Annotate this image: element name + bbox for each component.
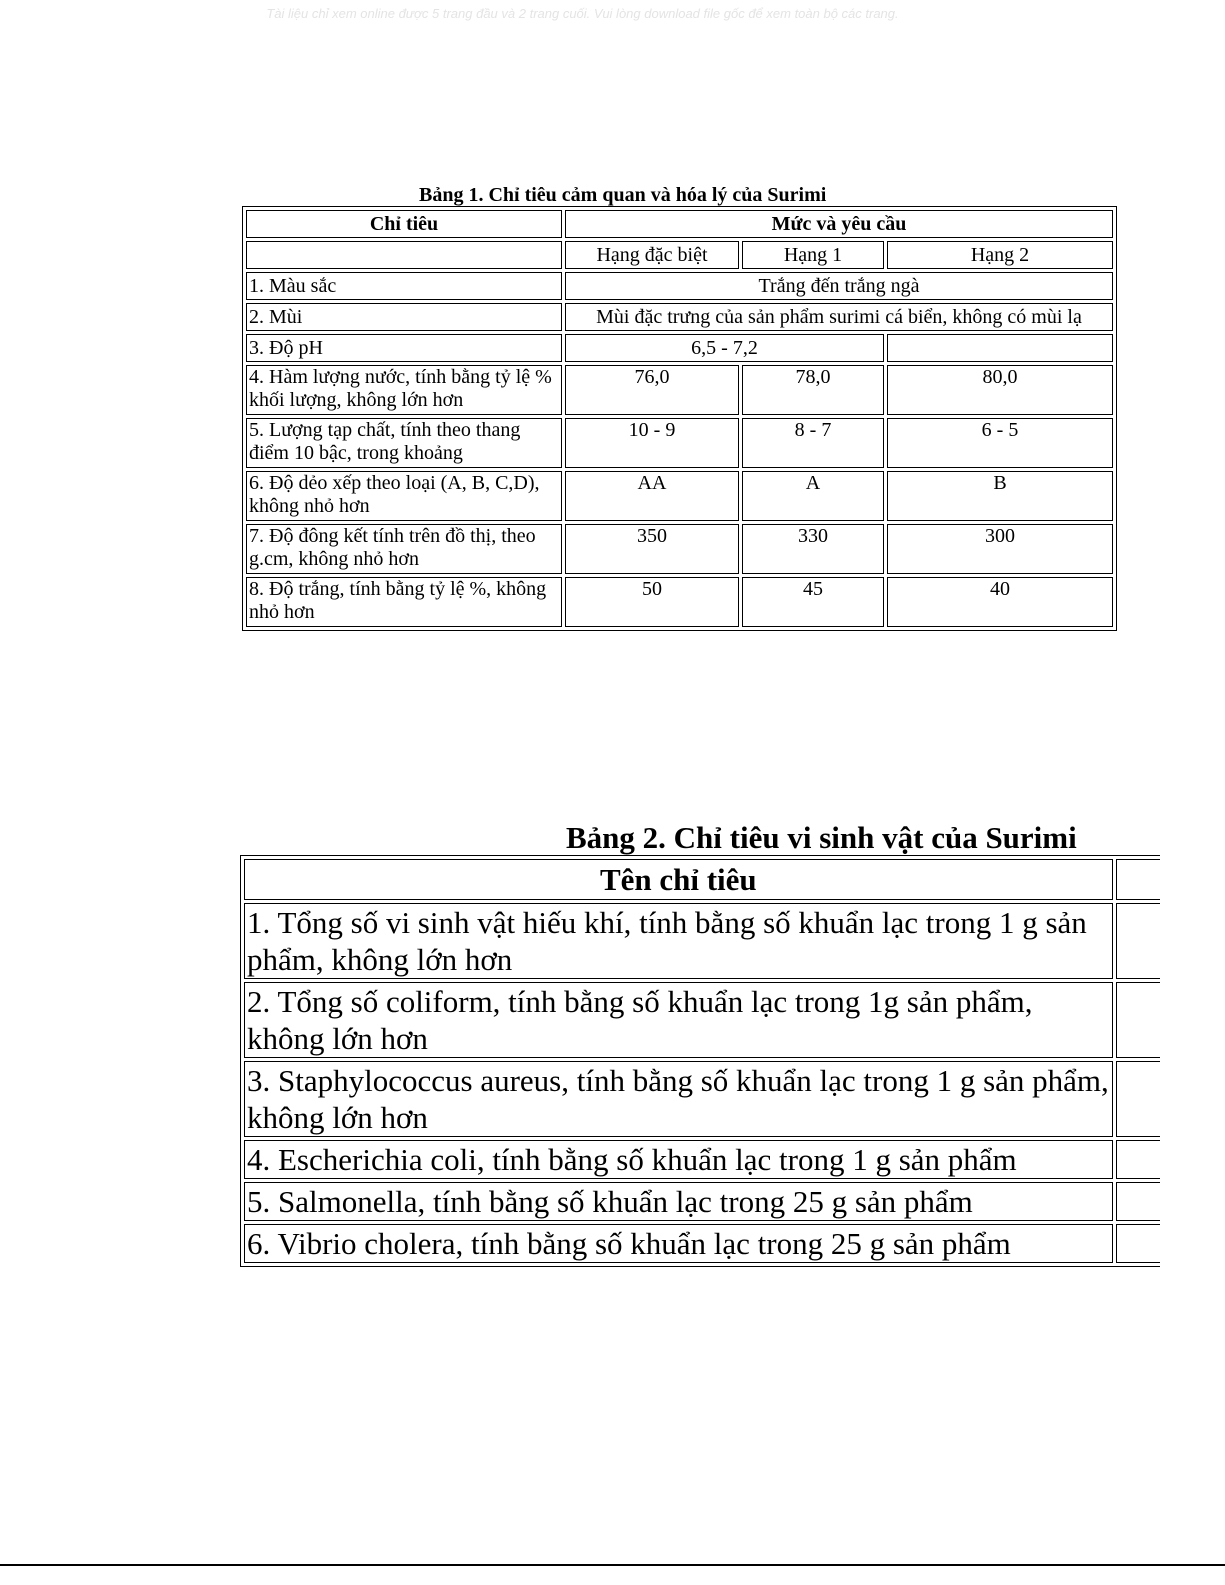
- header-levels: Mức và yêu cầu: [565, 210, 1113, 238]
- table-row: [246, 577, 1113, 627]
- table-row: [246, 471, 1113, 521]
- criteria-label: 7. Độ đông kết tính trên đồ thị, theo g.cm, không nhỏ hơn: [246, 524, 562, 574]
- grade-2: Hạng 2: [887, 241, 1113, 269]
- cut-off-cell: [1116, 1140, 1160, 1179]
- header-criteria: Chỉ tiêu: [246, 210, 562, 238]
- value-special: 76,0: [565, 365, 739, 415]
- criteria-value: Mùi đặc trưng của sản phẩm surimi cá biển, không có mùi lạ: [565, 303, 1113, 331]
- criteria-label: 5. Salmonella, tính bằng số khuẩn lạc trong 25 g sản phẩm: [244, 1182, 1113, 1221]
- criteria-label: 1. Màu sắc: [246, 272, 562, 300]
- header-cut-off-cell: [1116, 859, 1160, 900]
- grade-header-row: [246, 241, 1113, 269]
- value-grade1: 45: [742, 577, 884, 627]
- criteria-label: 2. Mùi: [246, 303, 562, 331]
- table-row: [244, 1140, 1160, 1179]
- microbiological-table: [240, 855, 1160, 1267]
- value-grade1: 8 - 7: [742, 418, 884, 468]
- value-special: 10 - 9: [565, 418, 739, 468]
- criteria-label: 8. Độ trắng, tính bằng tỷ lệ %, không nhỏ hơn: [246, 577, 562, 627]
- table-row: [244, 903, 1160, 979]
- table-row: [246, 524, 1113, 574]
- cut-off-cell: [1116, 982, 1160, 1058]
- grade-header-empty: [246, 241, 562, 269]
- value-grade2: 300: [887, 524, 1113, 574]
- page-bottom-rule: [0, 1564, 1225, 1566]
- value-special: AA: [565, 471, 739, 521]
- criteria-label: 2. Tổng số coliform, tính bằng số khuẩn lạc trong 1g sản phẩm, không lớn hơn: [244, 982, 1113, 1058]
- value-special: 350: [565, 524, 739, 574]
- table-row: [246, 303, 1113, 331]
- table-header-row: [246, 210, 1113, 238]
- value-grade1: 330: [742, 524, 884, 574]
- criteria-label: 5. Lượng tạp chất, tính theo thang điểm 10 bậc, trong khoảng: [246, 418, 562, 468]
- criteria-label: 6. Độ dẻo xếp theo loại (A, B, C,D), không nhỏ hơn: [246, 471, 562, 521]
- criteria-label: 6. Vibrio cholera, tính bằng số khuẩn lạc trong 25 g sản phẩm: [244, 1224, 1113, 1263]
- table-row: [246, 272, 1113, 300]
- value-grade1: 78,0: [742, 365, 884, 415]
- value-grade2: 6 - 5: [887, 418, 1113, 468]
- value-grade2: 40: [887, 577, 1113, 627]
- table-row: [244, 1224, 1160, 1263]
- grade-1: Hạng 1: [742, 241, 884, 269]
- cut-off-cell: [1116, 1224, 1160, 1263]
- table-row: [246, 334, 1113, 362]
- value-grade2: 80,0: [887, 365, 1113, 415]
- table-row: [244, 982, 1160, 1058]
- cut-off-cell: [1116, 1061, 1160, 1137]
- watermark-notice: Tài liệu chỉ xem online được 5 trang đầu và 2 trang cuối. Vui lòng download file gốc để xem toàn bộ các trang.: [266, 6, 899, 21]
- table-header-row: [244, 859, 1160, 900]
- value-special: 50: [565, 577, 739, 627]
- table1-caption: Bảng 1. Chỉ tiêu cảm quan và hóa lý của Surimi: [419, 184, 827, 206]
- value-grade1: A: [742, 471, 884, 521]
- criteria-value-grade2: [887, 334, 1113, 362]
- table2-caption: Bảng 2. Chỉ tiêu vi sinh vật của Surimi: [566, 820, 1077, 855]
- criteria-label: 3. Độ pH: [246, 334, 562, 362]
- table-row: [246, 365, 1113, 415]
- cut-off-cell: [1116, 1182, 1160, 1221]
- cut-off-cell: [1116, 903, 1160, 979]
- criteria-label: 1. Tổng số vi sinh vật hiếu khí, tính bằng số khuẩn lạc trong 1 g sản phẩm, không lớn hơn: [244, 903, 1113, 979]
- sensory-physicochemical-table: [242, 206, 1117, 631]
- grade-special: Hạng đặc biệt: [565, 241, 739, 269]
- value-grade2: B: [887, 471, 1113, 521]
- table-row: [244, 1061, 1160, 1137]
- criteria-label: 4. Escherichia coli, tính bằng số khuẩn lạc trong 1 g sản phẩm: [244, 1140, 1113, 1179]
- table-row: [246, 418, 1113, 468]
- criteria-label: 4. Hàm lượng nước, tính bằng tỷ lệ % khối lượng, không lớn hơn: [246, 365, 562, 415]
- criteria-value: Trắng đến trắng ngà: [565, 272, 1113, 300]
- table2-viewport: [240, 855, 1160, 1290]
- criteria-label: 3. Staphylococcus aureus, tính bằng số khuẩn lạc trong 1 g sản phẩm, không lớn hơn: [244, 1061, 1113, 1137]
- table-row: [244, 1182, 1160, 1221]
- header-criteria-name: Tên chỉ tiêu: [244, 859, 1113, 900]
- criteria-value: 6,5 - 7,2: [565, 334, 884, 362]
